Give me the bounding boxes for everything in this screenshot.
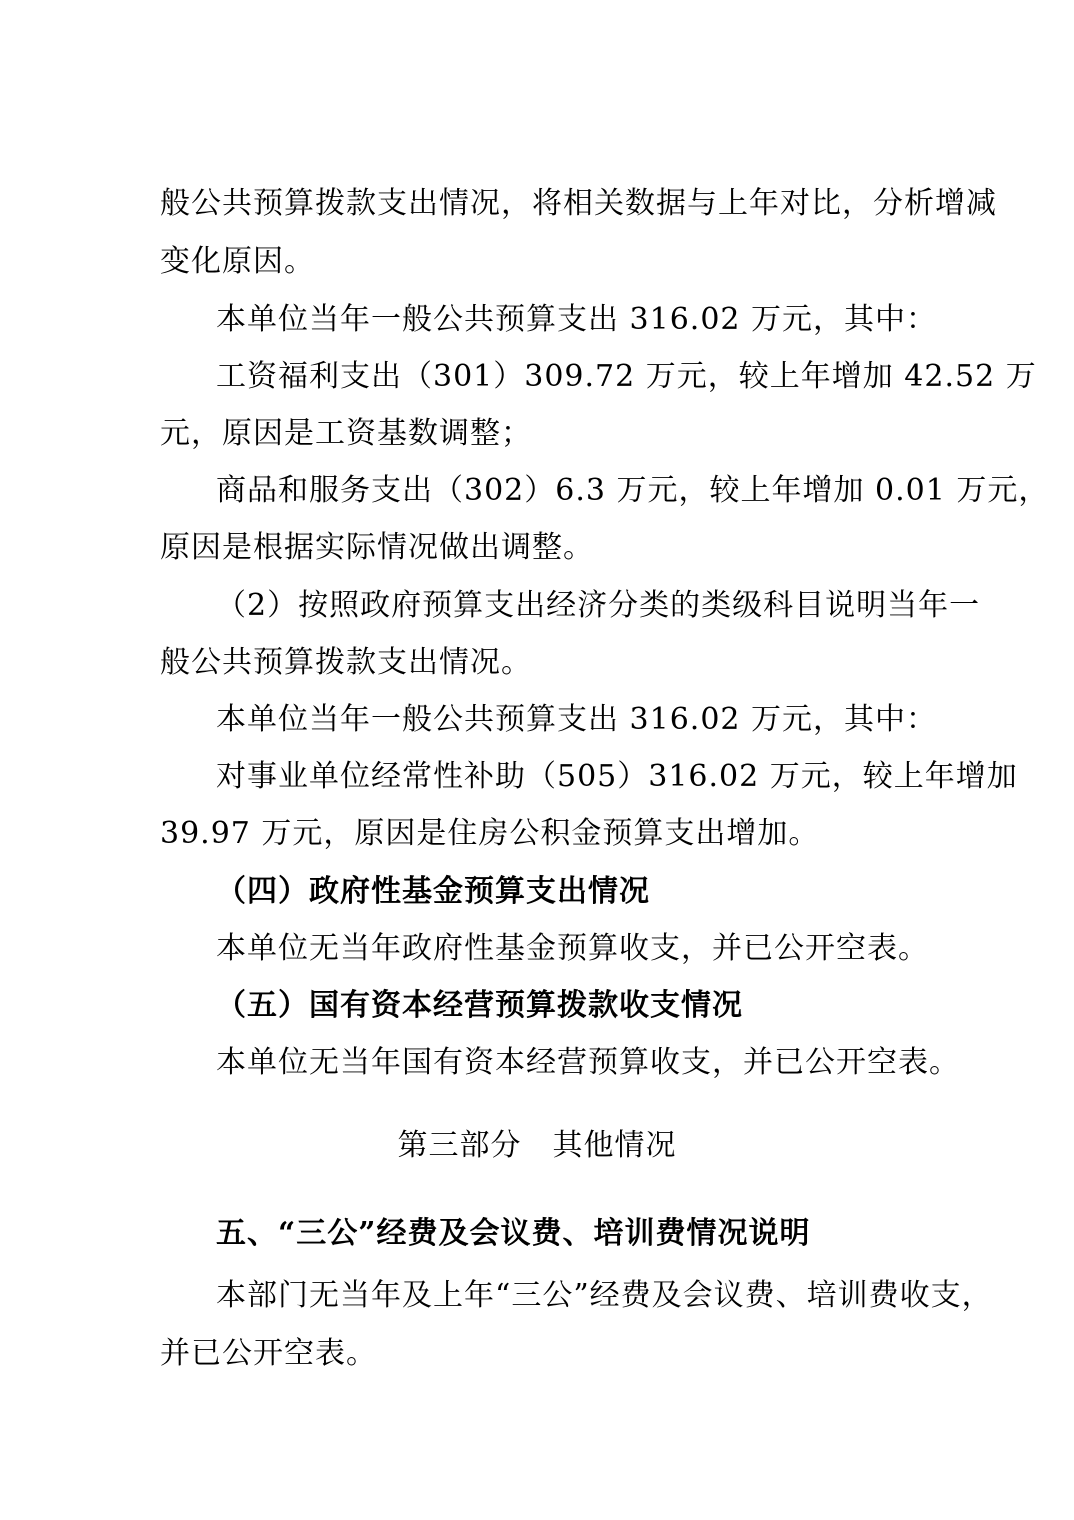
paragraph-line: 商品和服务支出（302）6.3 万元，较上年增加 0.01 万元， bbox=[216, 473, 1050, 508]
paragraph-line: 本单位当年一般公共预算支出 316.02 万元，其中： bbox=[216, 702, 938, 737]
paragraph-line: 般公共预算拨款支出情况。 bbox=[160, 645, 532, 680]
paragraph-line: 变化原因。 bbox=[160, 244, 315, 279]
paragraph-line: 般公共预算拨款支出情况，将相关数据与上年对比，分析增减 bbox=[160, 186, 997, 221]
paragraph-line: 本单位当年一般公共预算支出 316.02 万元，其中： bbox=[216, 302, 938, 337]
paragraph-line: 本部门无当年及上年“三公”经费及会议费、培训费收支， bbox=[216, 1278, 993, 1313]
section-heading: （四）政府性基金预算支出情况 bbox=[216, 874, 650, 909]
paragraph-line: 39.97 万元，原因是住房公积金预算支出增加。 bbox=[160, 816, 820, 851]
section-heading: 五、“三公”经费及会议费、培训费情况说明 bbox=[216, 1216, 811, 1251]
paragraph-line: 工资福利支出（301）309.72 万元，较上年增加 42.52 万 bbox=[216, 359, 1037, 394]
section-heading: （五）国有资本经营预算拨款收支情况 bbox=[216, 988, 743, 1023]
paragraph-line: 本单位无当年国有资本经营预算收支，并已公开空表。 bbox=[216, 1045, 960, 1080]
paragraph-line: 原因是根据实际情况做出调整。 bbox=[160, 530, 594, 565]
paragraph-line: 本单位无当年政府性基金预算收支，并已公开空表。 bbox=[216, 931, 929, 966]
paragraph-line: 并已公开空表。 bbox=[160, 1336, 377, 1371]
paragraph-line: 元，原因是工资基数调整； bbox=[160, 416, 532, 451]
paragraph-line: （2）按照政府预算支出经济分类的类级科目说明当年一 bbox=[216, 588, 981, 623]
paragraph-line: 对事业单位经常性补助（505）316.02 万元，较上年增加 bbox=[216, 759, 1018, 794]
part-title: 第三部分 其他情况 bbox=[397, 1128, 677, 1163]
